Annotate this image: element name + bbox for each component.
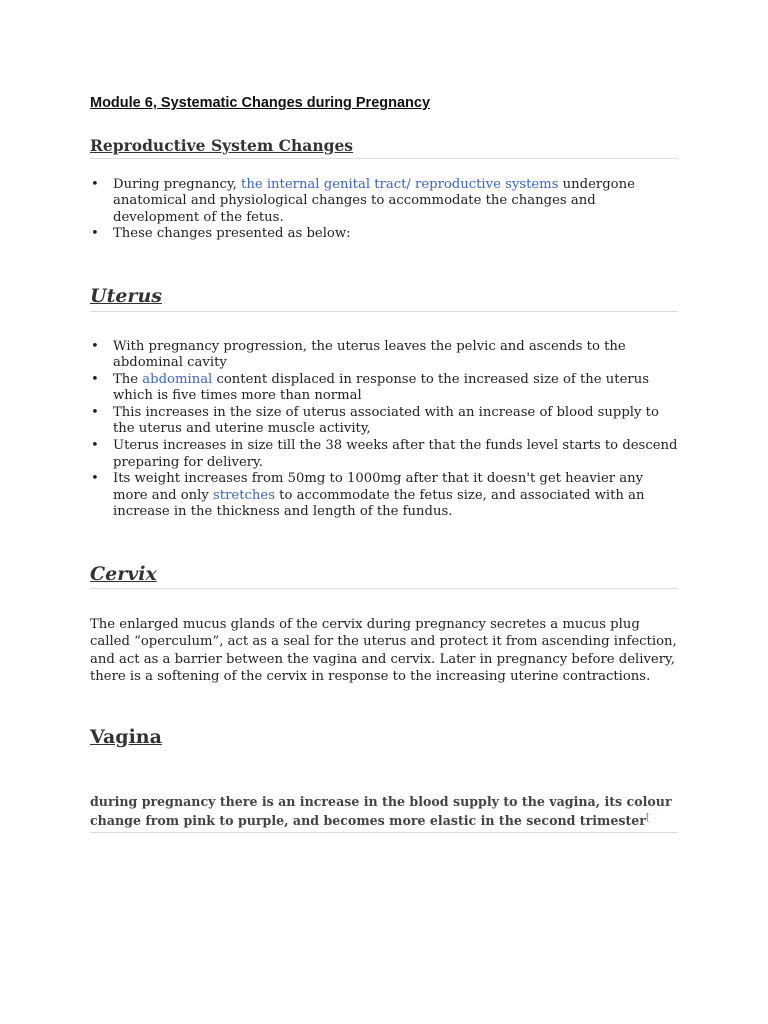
bullet-marker: • (91, 438, 99, 454)
bullet-marker: • (91, 177, 99, 192)
vagina-paragraph-text: during pregnancy there is an increase in the blood supply to the vagina, its colour change from pink to purple, and becomes more elastic in the second trimester (90, 794, 672, 829)
bullet-marker: • (91, 372, 99, 388)
bullet-text: The (113, 372, 143, 388)
abdominal-link[interactable]: abdominal (142, 372, 213, 388)
reproductive-bullet-list (90, 177, 678, 243)
vagina-paragraph (90, 793, 678, 833)
bullet-text: During pregnancy, (113, 177, 242, 192)
bullet-marker: • (91, 339, 99, 354)
bullet-marker: • (91, 226, 99, 242)
list-item (90, 226, 678, 242)
list-item (90, 438, 678, 471)
list-item (90, 339, 678, 372)
stretches-link[interactable]: stretches (213, 487, 275, 503)
section-heading-cervix: Cervix (90, 563, 678, 589)
uterus-bullet-list (90, 339, 678, 521)
section-heading-uterus: Uterus (90, 285, 678, 312)
genital-tract-link[interactable]: the internal genital tract/ reproductive systems (241, 177, 559, 192)
list-item (90, 372, 678, 405)
bullet-text: These changes presented as below: (113, 226, 351, 242)
module-title: Module 6, Systematic Changes during Pregnancy (90, 95, 431, 111)
bullet-text: With pregnancy progression, the uterus leaves the pelvic and ascends to the abdominal cavity (113, 339, 626, 371)
bullet-text: content displaced in response to the increased size of the uterus which is five times more than normal (113, 372, 649, 404)
bullet-text: Uterus increases in size till the 38 weeks after that the funds level starts to descend preparing for delivery. (113, 438, 678, 470)
bullet-marker: • (91, 471, 99, 487)
footnote-link[interactable]: [ (645, 813, 650, 823)
bullet-marker: • (91, 405, 99, 421)
section-heading-reproductive: Reproductive System Changes (90, 136, 678, 159)
section-heading-vagina: Vagina (90, 726, 162, 748)
list-item (90, 405, 678, 438)
list-item (90, 177, 678, 226)
bullet-text: undergone anatomical and physiological changes to accommodate the changes and development of the fetus. (113, 177, 635, 225)
list-item (90, 471, 678, 520)
bullet-text: This increases in the size of uterus associated with an increase of blood supply to the uterus and uterine muscle activity, (113, 405, 659, 437)
bullet-text: to accommodate the fetus size, and associated with an increase in the thickness and length of the fundus. (113, 487, 645, 519)
cervix-paragraph: The enlarged mucus glands of the cervix during pregnancy secretes a mucus plug called “operculum”, act as a seal for the uterus and protect it from ascending infection, and act as a barrier between the vagina and cervix. Later in pregnancy before delivery, there is a softening of the cervix in response to the increasing uterine contractions. (90, 617, 677, 685)
bullet-text: Its weight increases from 50mg to 1000mg after that it doesn't get heavier any more and only (113, 471, 644, 503)
